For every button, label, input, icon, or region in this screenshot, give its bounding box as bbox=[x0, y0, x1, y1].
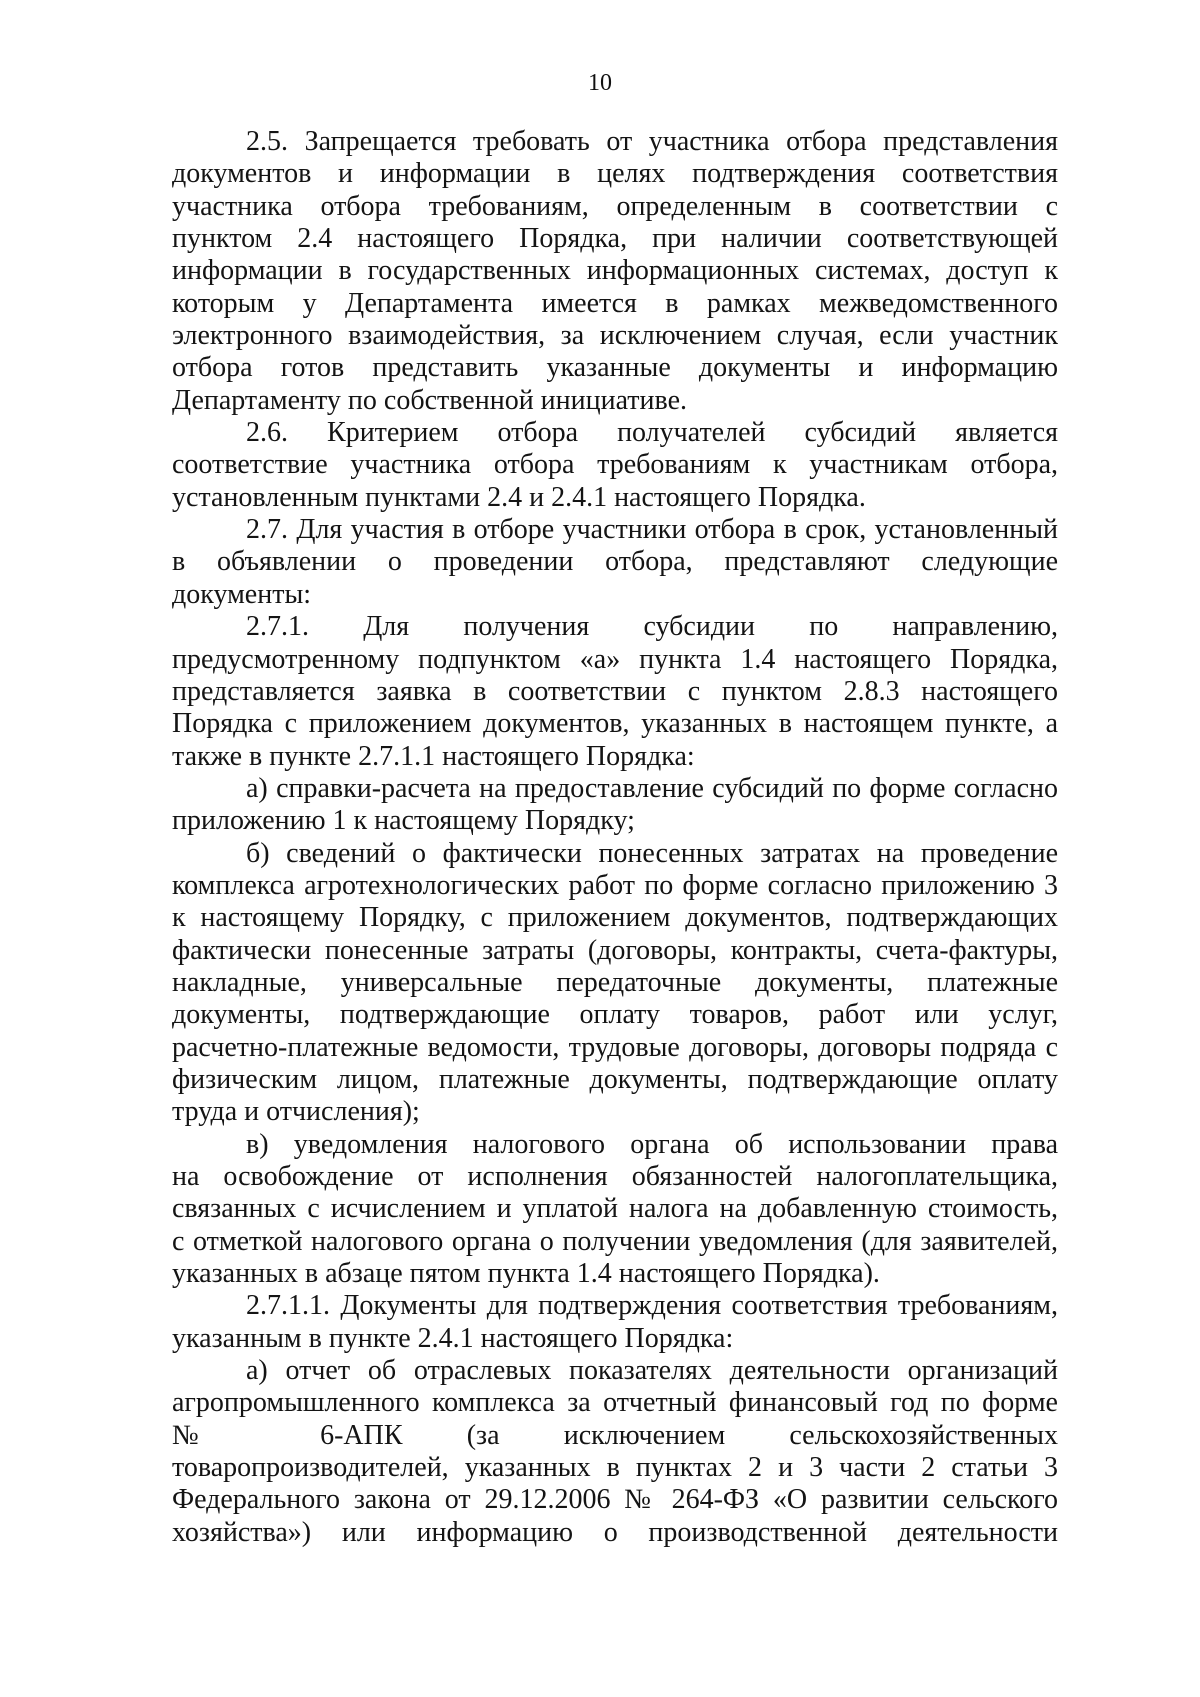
text-line: в объявлении о проведении отбора, представляют следующие bbox=[172, 546, 1058, 578]
text-line: которым у Департамента имеется в рамках межведомственного bbox=[172, 287, 1058, 319]
paragraph-p2-7-1 bbox=[172, 611, 1058, 773]
text-line: Федерального закона от 29.12.2006 № 264-ФЗ «О развитии сельского bbox=[172, 1484, 1058, 1516]
text-line: Департаменту по собственной инициативе. bbox=[172, 384, 688, 416]
text-line: с отметкой налогового органа о получении уведомления (для заявителей, bbox=[172, 1225, 1058, 1257]
text-line: указанных в абзаце пятом пункта 1.4 настоящего Порядка). bbox=[172, 1258, 880, 1290]
text-line: на освобождение от исполнения обязанностей налогоплательщика, bbox=[172, 1161, 1058, 1192]
text-line: фактически понесенные затраты (договоры, контракты, счета-фактуры, bbox=[172, 934, 1058, 966]
text-line: участника отбора требованиям, определенным в соответствии с bbox=[172, 190, 1058, 222]
paragraph-p2-7 bbox=[172, 514, 1058, 611]
text-line: документов и информации в целях подтверждения соответствия bbox=[172, 158, 1058, 190]
text-line: накладные, универсальные передаточные документы, платежные bbox=[172, 966, 1058, 998]
text-line: 2.6. Критерием отбора получателей субсидий является bbox=[246, 417, 1058, 449]
paragraph-p-a1 bbox=[172, 773, 1058, 838]
text-line: б) сведений о фактически понесенных затратах на проведение bbox=[246, 837, 1058, 869]
text-line: товаропроизводителей, указанных в пунктах 2 и 3 части 2 статьи 3 bbox=[172, 1452, 1058, 1484]
text-line: электронного взаимодействия, за исключением случая, если участник bbox=[172, 320, 1058, 352]
text-line: информации в государственных информационных системах, доступ к bbox=[172, 255, 1058, 287]
text-line: пунктом 2.4 настоящего Порядка, при наличии соответствующей bbox=[172, 223, 1058, 255]
text-line: труда и отчисления); bbox=[172, 1096, 420, 1128]
text-line: 2.7.1. Для получения субсидии по направлению, bbox=[246, 611, 1058, 643]
text-line: в) уведомления налогового органа об использовании права bbox=[246, 1128, 1058, 1160]
text-line: агропромышленного комплекса за отчетный финансовый год по форме bbox=[172, 1387, 1058, 1419]
text-line: физическим лицом, платежные документы, подтверждающие оплату bbox=[172, 1063, 1058, 1095]
paragraph-p-b1 bbox=[172, 838, 1058, 1129]
paragraph-p2-6 bbox=[172, 417, 1058, 514]
text-line: указанным в пункте 2.4.1 настоящего Порядка: bbox=[172, 1322, 734, 1354]
text-line: 2.5. Запрещается требовать от участника отбора представления bbox=[246, 126, 1058, 157]
text-line: Порядка с приложением документов, указанных в настоящем пункте, а bbox=[172, 708, 1058, 740]
text-line: установленным пунктами 2.4 и 2.4.1 настоящего Порядка. bbox=[172, 481, 866, 513]
text-line: также в пункте 2.7.1.1 настоящего Порядка: bbox=[172, 740, 695, 772]
text-line: хозяйства») или информацию о производственной деятельности bbox=[172, 1516, 1058, 1548]
text-line: комплекса агротехнологических работ по форме согласно приложению 3 bbox=[172, 869, 1058, 901]
paragraph-p2-7-1-1 bbox=[172, 1290, 1058, 1355]
text-line: а) отчет об отраслевых показателях деятельности организаций bbox=[246, 1355, 1058, 1387]
paragraph-p2-5 bbox=[172, 126, 1058, 417]
text-line: документы, подтверждающие оплату товаров, работ или услуг, bbox=[172, 999, 1058, 1031]
text-line: расчетно-платежные ведомости, трудовые договоры, договоры подряда с bbox=[172, 1031, 1058, 1063]
page-number: 10 bbox=[588, 70, 612, 96]
text-line: 2.7. Для участия в отборе участники отбора в срок, установленный bbox=[246, 514, 1058, 546]
text-line: а) справки-расчета на предоставление субсидий по форме согласно bbox=[246, 772, 1058, 804]
paragraph-p-a2 bbox=[172, 1355, 1058, 1549]
text-line: № 6-АПК (за исключением сельскохозяйственных bbox=[172, 1419, 1058, 1451]
text-line: представляется заявка в соответствии с пунктом 2.8.3 настоящего bbox=[172, 675, 1058, 707]
text-line: к настоящему Порядку, с приложением документов, подтверждающих bbox=[172, 902, 1058, 934]
text-line: документы: bbox=[172, 578, 312, 610]
text-line: приложению 1 к настоящему Порядку; bbox=[172, 805, 635, 837]
text-line: соответствие участника отбора требованиям к участникам отбора, bbox=[172, 449, 1058, 481]
text-line: связанных с исчислением и уплатой налога на добавленную стоимость, bbox=[172, 1193, 1058, 1225]
text-line: предусмотренному подпунктом «а» пункта 1.4 настоящего Порядка, bbox=[172, 643, 1058, 675]
text-line: отбора готов представить указанные документы и информацию bbox=[172, 352, 1058, 384]
document-body bbox=[172, 126, 1058, 1549]
text-line: 2.7.1.1. Документы для подтверждения соответствия требованиям, bbox=[246, 1290, 1058, 1322]
paragraph-p-v1 bbox=[172, 1129, 1058, 1291]
